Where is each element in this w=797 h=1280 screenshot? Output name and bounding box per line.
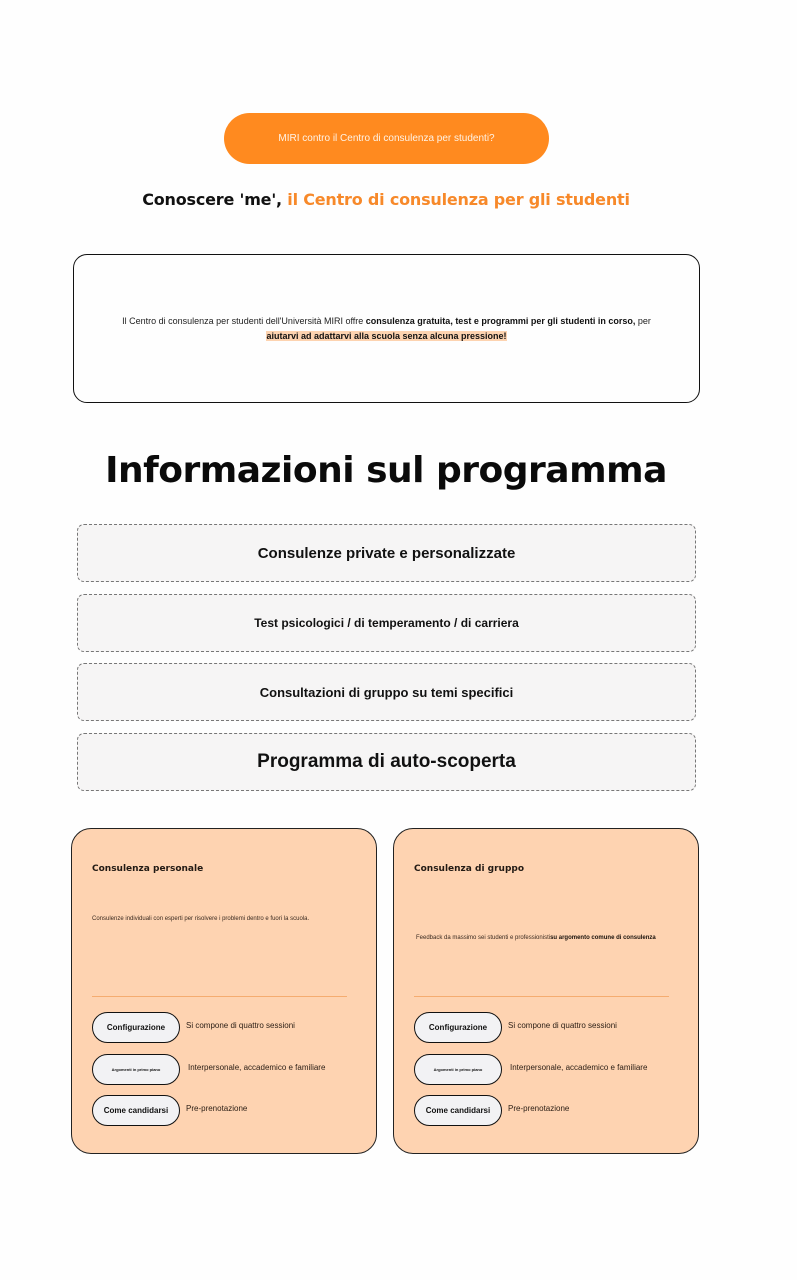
intro-text <box>122 314 651 344</box>
how-to-apply-button[interactable]: Come candidarsi <box>92 1095 180 1126</box>
miri-vs-center-button[interactable] <box>224 113 549 164</box>
program-item-private-counseling[interactable] <box>77 524 696 582</box>
row-text: Si compone di quattro sessioni <box>508 1021 617 1030</box>
card-title: Consulenza personale <box>92 864 204 874</box>
program-item-self-discovery[interactable] <box>77 733 696 791</box>
program-item-label: Test psicologici / di temperamento / di carriera <box>254 616 519 630</box>
program-item-label: Programma di auto-scoperta <box>257 751 516 772</box>
card-row-configuration <box>414 1012 617 1043</box>
program-item-label: Consultazioni di gruppo su temi specifici <box>259 684 514 700</box>
card-row-topics <box>92 1054 325 1085</box>
intro-bold: consulenza gratuita, test e programmi per gli studenti in corso, <box>365 315 636 326</box>
program-title: Informazioni sul programma <box>105 450 667 491</box>
program-item-group-consultations[interactable] <box>77 663 696 721</box>
card-divider <box>414 996 669 997</box>
card-divider <box>92 996 347 997</box>
card-description <box>416 935 656 941</box>
card-personal-counseling <box>71 828 377 1154</box>
subtitle-prefix: Conoscere 'me', <box>142 190 288 209</box>
card-description <box>92 916 309 922</box>
card-desc-plain: Feedback da massimo sei studenti e professionisti <box>416 935 551 941</box>
row-text: Interpersonale, accademico e familiare <box>510 1063 648 1072</box>
intro-highlight: aiutarvi ad adattarvi alla scuola senza alcuna pressione! <box>266 330 507 341</box>
program-item-tests[interactable] <box>77 594 696 652</box>
intro-box <box>73 254 700 403</box>
intro-plain: Il Centro di consulenza per studenti dell'Università MIRI offre <box>122 315 366 326</box>
card-row-topics <box>414 1054 647 1085</box>
row-text: Si compone di quattro sessioni <box>186 1021 295 1030</box>
row-text: Interpersonale, accademico e familiare <box>188 1063 326 1072</box>
card-row-apply <box>414 1095 569 1126</box>
card-row-apply <box>92 1095 247 1126</box>
row-text: Pre-prenotazione <box>508 1104 570 1113</box>
card-row-configuration <box>92 1012 295 1043</box>
card-title: Consulenza di gruppo <box>414 864 525 874</box>
configuration-button[interactable]: Configurazione <box>92 1012 180 1043</box>
topics-button[interactable]: Argomenti in primo piano <box>414 1054 502 1085</box>
intro-after: per <box>635 315 651 326</box>
card-group-counseling <box>393 828 699 1154</box>
subtitle-accent: il Centro di consulenza per gli studenti <box>287 190 630 209</box>
how-to-apply-button[interactable]: Come candidarsi <box>414 1095 502 1126</box>
pill-label: MIRI contro il Centro di consulenza per studenti? <box>278 133 495 144</box>
card-desc-bold: su argomento comune di consulenza <box>550 935 656 941</box>
configuration-button[interactable]: Configurazione <box>414 1012 502 1043</box>
program-item-label: Consulenze private e personalizzate <box>257 544 516 562</box>
card-desc-plain: Consulenze individuali con esperti per risolvere i problemi dentro e fuori la scuola. <box>92 916 310 922</box>
subtitle <box>0 190 772 209</box>
topics-button[interactable]: Argomenti in primo piano <box>92 1054 180 1085</box>
row-text: Pre-prenotazione <box>186 1104 248 1113</box>
